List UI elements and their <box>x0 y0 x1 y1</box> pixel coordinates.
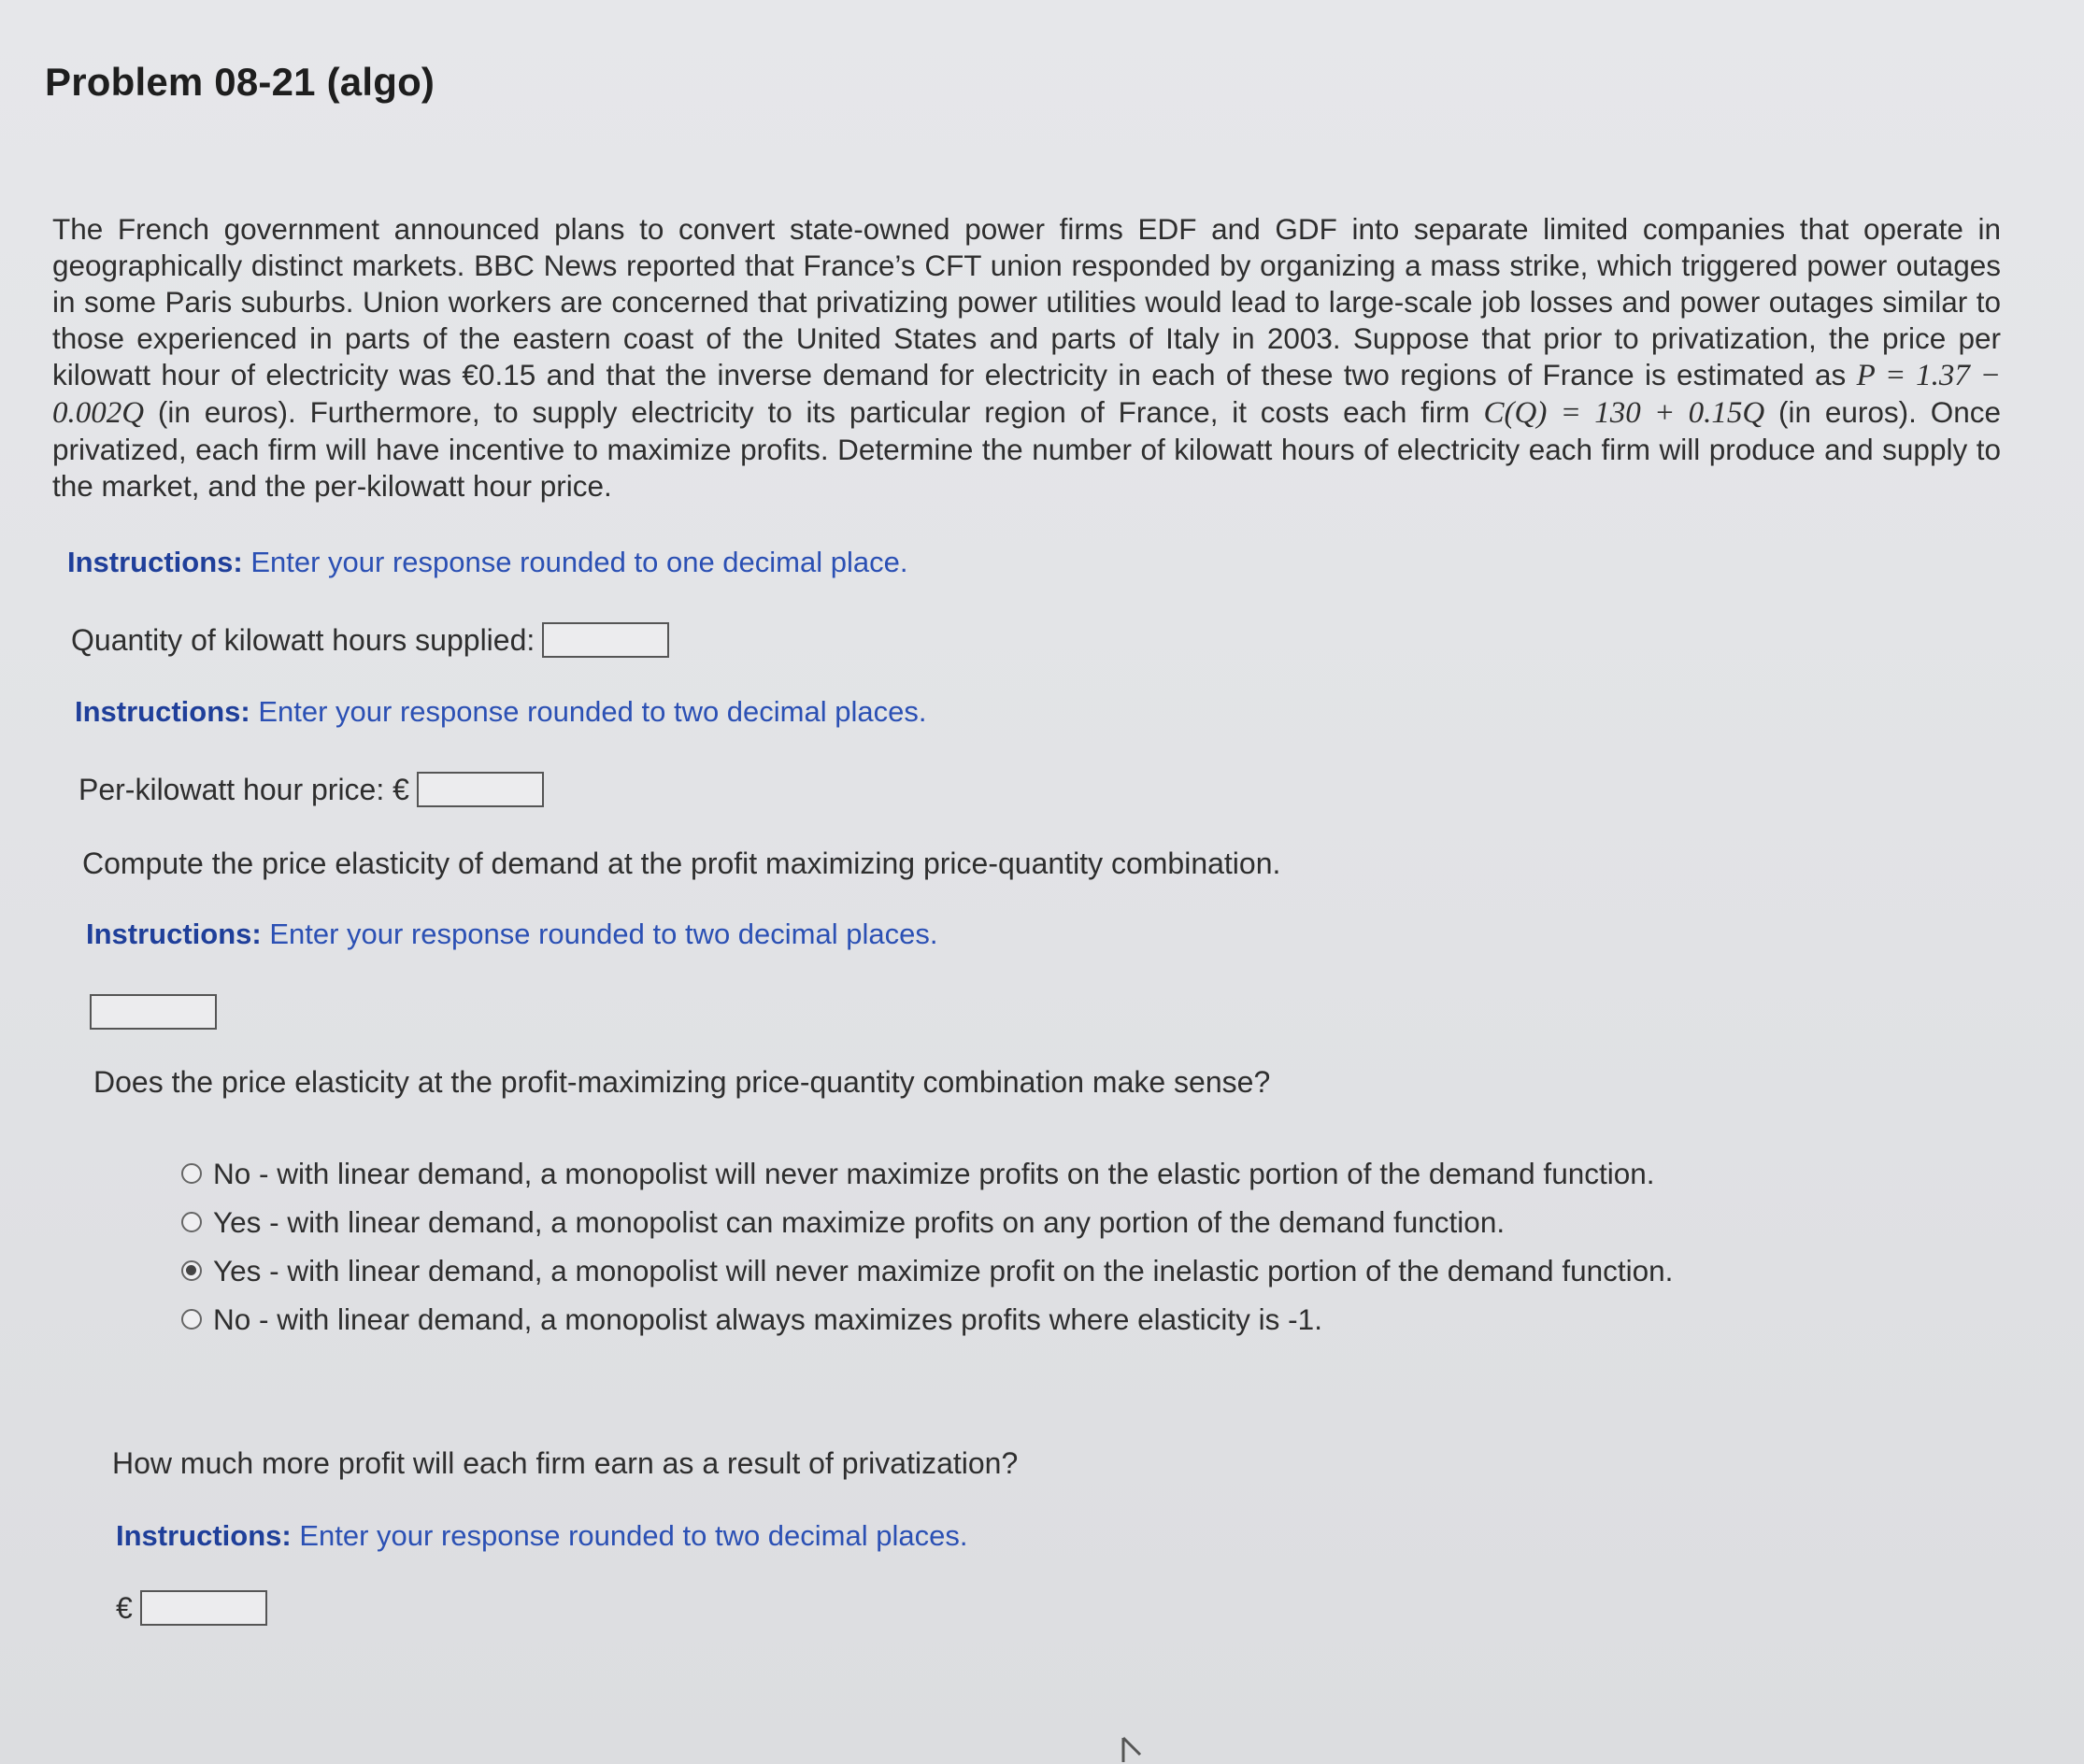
sense-option-label: No - with linear demand, a monopolist will never maximize profits on the elastic portion of the demand function. <box>213 1156 1655 1190</box>
cost-equation: C(Q) = 130 + 0.15Q <box>1483 396 1765 430</box>
sense-option-label: No - with linear demand, a monopolist always maximizes profits where elasticity is -1. <box>213 1302 1322 1336</box>
elasticity-question <box>82 846 1280 881</box>
sense-option-label: Yes - with linear demand, a monopolist will never maximize profit on the inelastic portion of the demand function. <box>213 1253 1674 1287</box>
instruction-profit <box>116 1519 967 1553</box>
quantity-row <box>71 622 669 658</box>
instruction-quantity <box>67 546 907 579</box>
instruction-label: Instructions: <box>67 546 243 578</box>
profit-question <box>112 1446 1018 1481</box>
instruction-label: Instructions: <box>86 918 262 950</box>
elasticity-row <box>82 994 217 1030</box>
elasticity-question-text: Compute the price elasticity of demand at the profit maximizing price-quantity combination. <box>82 846 1281 880</box>
quantity-label: Quantity of kilowatt hours supplied: <box>71 622 535 657</box>
price-row <box>79 772 544 807</box>
sense-option-4[interactable] <box>181 1295 1673 1344</box>
problem-text-part2: (in euros). Furthermore, to supply electricity to its particular region of France, it costs each firm <box>144 395 1484 429</box>
radio-button[interactable] <box>181 1212 202 1232</box>
instruction-elasticity <box>86 918 937 951</box>
mouse-cursor-icon <box>1120 1736 1157 1764</box>
instruction-price <box>75 695 926 729</box>
instruction-label: Instructions: <box>116 1519 292 1552</box>
radio-button[interactable] <box>181 1309 202 1330</box>
sense-question-text: Does the price elasticity at the profit-maximizing price-quantity combination make sense? <box>93 1065 1271 1099</box>
elasticity-input[interactable] <box>90 994 217 1030</box>
instruction-text: Enter your response rounded to two decimal places. <box>261 918 938 950</box>
radio-button[interactable] <box>181 1163 202 1184</box>
demand-equation: P = 1.37 − 0.002Q <box>52 359 2001 430</box>
radio-button-selected[interactable] <box>181 1260 202 1281</box>
problem-text-part3: (in euros). Once privatized, each firm will have incentive to maximize profits. Determine the number of kilowatt hours of electricity each firm will produce and supply to the market, and the per-kilowatt hour price. <box>52 395 2001 503</box>
instruction-text: Enter your response rounded to two decimal places. <box>291 1519 968 1552</box>
currency-symbol: € <box>116 1590 133 1625</box>
quantity-input[interactable] <box>542 622 669 658</box>
sense-option-label: Yes - with linear demand, a monopolist can maximize profits on any portion of the demand function. <box>213 1204 1506 1239</box>
sense-option-1[interactable] <box>181 1149 1673 1198</box>
profit-row <box>116 1590 267 1626</box>
profit-input[interactable] <box>140 1590 267 1626</box>
problem-statement <box>52 211 2001 505</box>
instruction-text: Enter your response rounded to two decimal places. <box>250 695 927 728</box>
sense-options <box>181 1149 1673 1344</box>
problem-title: Problem 08-21 (algo) <box>45 60 435 104</box>
sense-option-3[interactable] <box>181 1246 1673 1295</box>
sense-option-2[interactable] <box>181 1198 1673 1246</box>
instruction-text: Enter your response rounded to one decimal place. <box>242 546 908 578</box>
instruction-label: Instructions: <box>75 695 250 728</box>
price-input[interactable] <box>417 772 544 807</box>
price-label: Per-kilowatt hour price: € <box>79 772 409 806</box>
problem-text-part1: The French government announced plans to convert state-owned power firms EDF and GDF into separate limited companies that operate in geographically distinct markets. BBC News reported that France’s CFT union responded by organizing a mass strike, which triggered power outages in some Paris suburbs. Union workers are concerned that privatizing power utilities would lead to large-scale job losses and power outages similar to those experienced in parts of the eastern coast of the United States and parts of Italy in 2003. Suppose that prior to privatization, the price per kilowatt hour of electricity was €0.15 and that the inverse demand for electricity in each of these two regions of France is estimated as <box>52 212 2001 391</box>
profit-question-text: How much more profit will each firm earn as a result of privatization? <box>112 1446 1019 1480</box>
sense-question <box>93 1065 1270 1100</box>
